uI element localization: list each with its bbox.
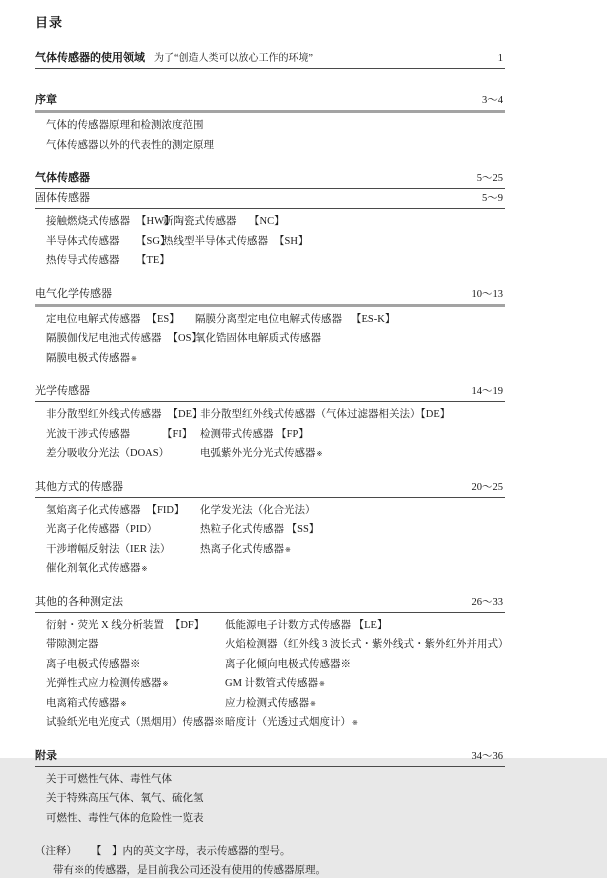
sensor-name: 化学发光法（化合光法）: [200, 504, 316, 516]
section-title: 电气化学传感器: [35, 287, 112, 300]
toc-item: GM 计数管式传感器 ※: [225, 674, 325, 694]
sensor-name: 试验纸光电光度式（黑烟用）传感器※: [46, 717, 225, 728]
toc-item: 电离箱式传感器 ※: [46, 694, 225, 714]
section-heading: [35, 52, 505, 69]
section-items: [35, 307, 505, 369]
sensor-name: 带隙测定器: [46, 639, 99, 650]
section-heading: [35, 94, 505, 113]
section-title: 其他的各种测定法: [35, 595, 123, 608]
toc-item: [200, 501, 316, 521]
section-title: 固体传感器: [35, 192, 90, 204]
sensor-model-code: 【OS】: [167, 333, 202, 344]
sensor-name: 离子化倾向电极式传感器※: [225, 658, 351, 670]
toc-item: [46, 770, 172, 790]
toc-item-row: [46, 116, 505, 136]
toc-item-row: [46, 501, 505, 521]
sensor-name: 热离子化式传感器: [200, 543, 284, 555]
toc-item: 暗度计（光透过式烟度计） ※: [225, 713, 358, 733]
toc-item: [163, 212, 285, 232]
sensor-name: 热传导式传感器: [46, 255, 120, 266]
sensor-model-code: 【DF】: [169, 619, 205, 631]
footnote-text-unused-principle: 带有※的传感器，是目前我公司还没有使用的传感器原理。: [53, 865, 326, 876]
sensor-name: 低能源电子计数方式传感器 【LE】: [225, 619, 388, 631]
section-title: 附录: [35, 749, 57, 762]
toc-item: [46, 789, 204, 809]
section-title: 气体传感器的使用领域: [35, 52, 145, 64]
toc-item: [46, 136, 214, 156]
sensor-name: 应力检测式传感器: [225, 697, 309, 709]
toc-item: [46, 329, 202, 349]
sensor-name: 暗度计（光透过式烟度计）: [225, 717, 351, 728]
toc-item: [225, 635, 509, 655]
toc-item-row: [46, 329, 505, 349]
sensor-name: 电离箱式传感器: [46, 697, 120, 709]
toc-section-8: [35, 595, 509, 733]
sensor-name: GM 计数管式传感器: [225, 678, 319, 689]
toc-item-row: [46, 635, 509, 655]
toc-item: [46, 116, 204, 136]
sensor-name: 非分散型红外线式传感器: [46, 409, 162, 420]
sensor-name: 氧化锆固体电解质式传感器: [195, 333, 321, 344]
toc-item: 催化剂氧化式传感器 ※: [46, 559, 200, 579]
toc-item-row: [46, 713, 505, 733]
toc-item-row: [46, 232, 505, 252]
toc-section-9: [35, 750, 505, 829]
section-title: 光学传感器: [35, 385, 90, 397]
toc-item: [46, 616, 225, 636]
toc-item: [46, 310, 195, 330]
sensor-model-code: 【ES-K】: [351, 313, 396, 325]
section-heading: [35, 750, 505, 767]
sensor-name: 干涉增幅反射法（IER 法）: [46, 543, 171, 555]
section-page-range: 20～25: [471, 481, 503, 493]
toc-item: [46, 540, 200, 560]
toc-item: [200, 425, 309, 445]
toc-section-1: [35, 52, 505, 69]
sensor-name: 非分散型红外线式传感器（气体过滤器相关法）【DE】: [200, 409, 451, 420]
section-items: [35, 767, 505, 829]
section-page-range: 3～4: [482, 95, 503, 106]
sensor-name: 热粒子化式传感器 【SS】: [200, 524, 320, 535]
toc-item: 热离子化式传感器 ※: [200, 540, 291, 560]
toc-item: [46, 251, 170, 271]
sensor-name: 检测带式传感器 【FP】: [200, 428, 309, 440]
section-heading: [35, 596, 505, 613]
toc-item: 应力检测式传感器 ※: [225, 694, 316, 714]
toc-item: [46, 635, 225, 655]
toc-item: [46, 713, 225, 733]
sensor-model-code: 【FI】: [162, 428, 193, 440]
toc-section-6: [35, 385, 505, 464]
toc-section-3: [35, 172, 505, 189]
section-title: 其他方式的传感器: [35, 480, 123, 493]
toc-item: [225, 655, 351, 675]
section-page-range: 26～33: [471, 596, 503, 608]
sensor-name: 气体的传感器原理和检测浓度范围: [46, 120, 204, 131]
footnote-label: （注释）: [35, 846, 77, 857]
section-items: [35, 402, 505, 464]
sensor-model-code: 【NC】: [249, 216, 285, 227]
sensor-model-code: 【FID】: [146, 504, 185, 516]
section-page-range: 1: [497, 53, 503, 64]
toc-item: [46, 425, 200, 445]
sensor-name: 热线型半导体式传感器: [163, 235, 268, 247]
toc-section-5: [35, 288, 505, 369]
toc-item-row: [46, 540, 505, 560]
toc-sections: [35, 52, 509, 828]
toc-item: 隔膜电极式传感器 ※: [46, 349, 195, 369]
toc-item-row: [46, 251, 505, 271]
section-heading: [35, 172, 505, 189]
toc-item-row: [46, 809, 505, 829]
sensor-name: 隔膜电极式传感器: [46, 352, 130, 364]
section-page-range: 5～9: [482, 193, 503, 204]
toc-item: [46, 212, 175, 232]
sensor-name: 接触燃烧式传感器: [46, 216, 130, 227]
toc-item: [46, 809, 204, 829]
toc-item-row: [46, 349, 505, 369]
toc-item: [200, 405, 450, 425]
sensor-name: 气体传感器以外的代表性的测定原理: [46, 139, 214, 151]
toc-item-row: [46, 520, 505, 540]
section-heading: [35, 192, 505, 209]
toc-item-row: [46, 770, 505, 790]
sensor-name: 光离子化传感器（PID）: [46, 524, 158, 535]
toc-section-2: [35, 94, 505, 155]
footnotes: [35, 844, 505, 878]
section-page-range: 34～36: [471, 750, 503, 762]
sensor-model-code: 【TE】: [136, 255, 170, 266]
toc-item-row: [46, 655, 505, 675]
section-heading: [35, 481, 505, 498]
toc-item-row: [46, 616, 505, 636]
section-title: 序章: [35, 94, 57, 106]
toc-item-row: [46, 789, 505, 809]
toc-item: [225, 616, 387, 636]
sensor-name: 氢焰离子化式传感器: [46, 504, 141, 516]
sensor-name: 关于特殊高压气体、氧气、硫化氢: [46, 793, 204, 804]
footnote-text-model-code: 【 】内的英文字母，表示传感器的型号。: [91, 846, 291, 857]
section-heading: [35, 288, 505, 307]
toc-item-row: [46, 694, 505, 714]
section-subtitle: 为了“创造人类可以放心工作的环境”: [154, 53, 313, 64]
section-page-range: 5～25: [476, 173, 503, 184]
toc-item-row: [46, 405, 505, 425]
toc-item: [46, 520, 200, 540]
section-page-range: 10～13: [471, 288, 503, 300]
toc-item: 光弹性式应力检测传感器 ※: [46, 674, 225, 694]
sensor-model-code: 【ES】: [146, 313, 180, 325]
sensor-name: 隔膜分离型定电位电解式传感器: [195, 313, 342, 325]
toc-item: [46, 405, 203, 425]
section-items: [35, 113, 505, 155]
page-title: 目录: [35, 15, 64, 30]
toc-item-row: [46, 212, 505, 232]
section-items: [35, 613, 509, 733]
toc-item: [200, 520, 319, 540]
toc-item: [46, 655, 225, 675]
toc-item-row: [46, 310, 505, 330]
toc-item-row: [46, 559, 505, 579]
section-heading: [35, 385, 505, 402]
toc-item: [46, 444, 200, 464]
sensor-name: 新陶瓷式传感器: [163, 216, 237, 227]
sensor-name: 关于可燃性气体、毒性气体: [46, 773, 172, 785]
toc-item: [195, 329, 321, 349]
toc-section-7: [35, 481, 505, 579]
toc-item-row: [46, 425, 505, 445]
section-page-range: 14～19: [471, 386, 503, 397]
sensor-model-code: 【SH】: [274, 235, 309, 247]
sensor-name: 离子电极式传感器※: [46, 658, 141, 670]
section-items: [35, 498, 505, 579]
toc-content: [35, 12, 509, 878]
sensor-name: 差分吸收分光法（DOAS）: [46, 448, 170, 459]
toc-item: [46, 232, 171, 252]
toc-item-row: [46, 444, 505, 464]
sensor-name: 隔膜伽伐尼电池式传感器: [46, 333, 162, 344]
toc-item: [163, 232, 308, 252]
toc-item-row: [46, 136, 505, 156]
toc-item-row: [46, 674, 505, 694]
sensor-name: 催化剂氧化式传感器: [46, 563, 141, 574]
toc-item: [195, 310, 395, 330]
sensor-name: 火焰检测器（红外线 3 波长式・紫外线式・紫外红外并用式）: [225, 639, 509, 650]
sensor-model-code: 【HW】: [136, 216, 175, 227]
sensor-name: 定电位电解式传感器: [46, 313, 141, 325]
sensor-name: 电弧紫外光分光式传感器: [200, 448, 316, 459]
sensor-name: 光波干涉式传感器: [46, 428, 130, 440]
sensor-name: 半导体式传感器: [46, 235, 120, 247]
section-title: 气体传感器: [35, 172, 90, 184]
toc-item: 电弧紫外光分光式传感器 ※: [200, 444, 322, 464]
sensor-model-code: 【DE】: [167, 409, 203, 420]
sensor-name: 光弹性式应力检测传感器: [46, 678, 162, 689]
sensor-name: 衍射・荧光 X 线分析装置: [46, 619, 164, 631]
footnote-row: [35, 844, 505, 859]
sensor-name: 可燃性、毒性气体的危险性一览表: [46, 812, 204, 824]
section-items: [35, 209, 505, 271]
sensor-model-code: 【SG】: [136, 235, 171, 247]
toc-item: [46, 501, 200, 521]
toc-section-4: [35, 192, 505, 271]
